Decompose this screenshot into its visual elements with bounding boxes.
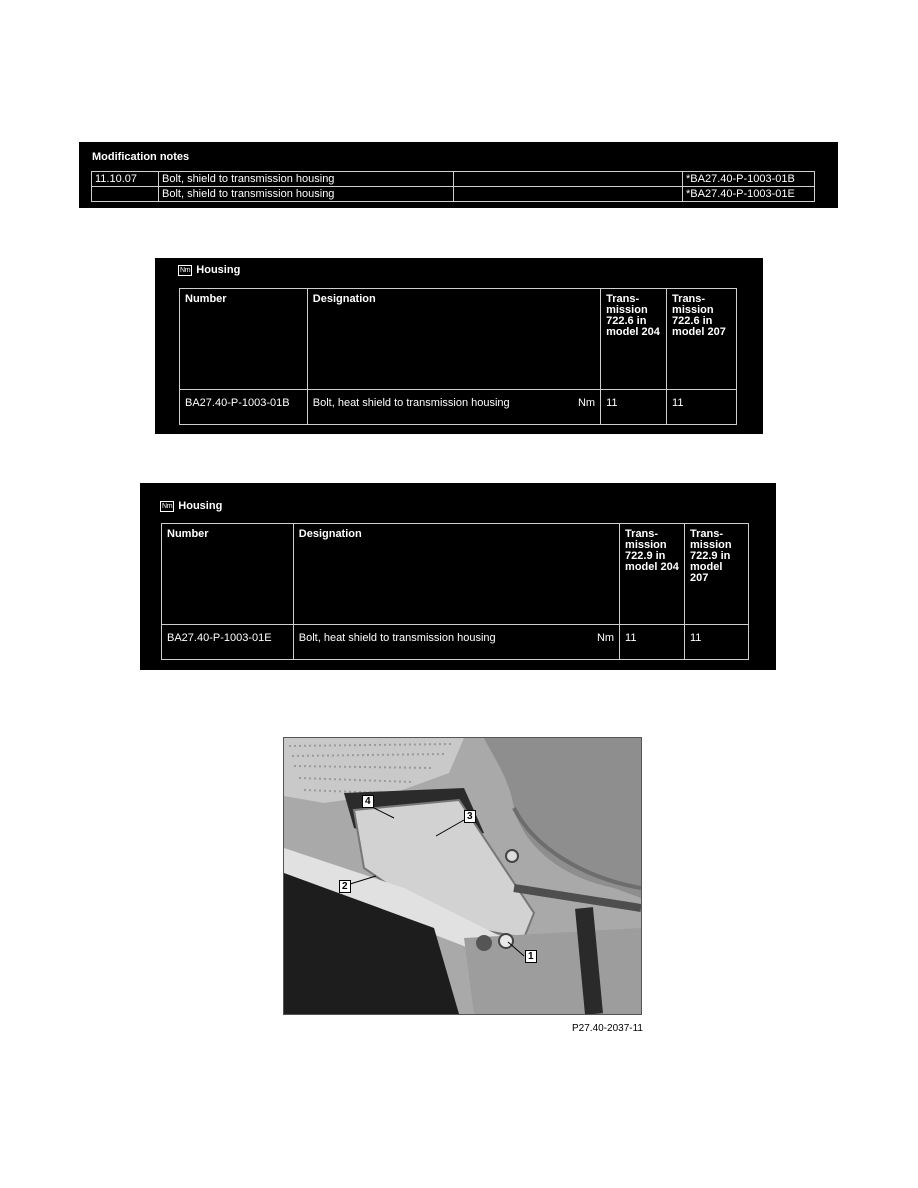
header-number: Number [180, 289, 308, 390]
modification-notes-table [91, 171, 815, 202]
torque-nm-icon: Nm [162, 502, 173, 510]
table-row [92, 187, 815, 202]
cell-number: BA27.40-P-1003-01B [180, 390, 308, 425]
table-header-row [180, 289, 737, 390]
photo-illustration [284, 738, 641, 1014]
unit-label: Nm [577, 397, 596, 409]
unit-label: Nm [596, 632, 615, 644]
modification-notes-title: Modification notes [92, 151, 190, 163]
housing-table [179, 288, 737, 425]
cell-value-1: 11 [620, 625, 685, 660]
table-row [92, 172, 815, 187]
housing-title-text: Housing [196, 264, 241, 276]
note-ref: *BA27.40-P-1003-01E [683, 187, 815, 202]
note-date: 11.10.07 [92, 172, 159, 187]
header-col1: Trans- mission 722.6 in model 204 [601, 289, 667, 390]
callout-1: 1 [525, 950, 537, 963]
table-row [180, 390, 737, 425]
designation-text: Bolt, heat shield to transmission housing [298, 632, 496, 644]
header-designation: Designation [307, 289, 600, 390]
housing-panel-722-6 [155, 258, 763, 434]
cell-number: BA27.40-P-1003-01E [162, 625, 294, 660]
photo-caption: P27.40-2037-11 [572, 1023, 643, 1034]
housing-table [161, 523, 749, 660]
housing-panel-722-9 [140, 483, 776, 670]
housing-title [160, 500, 222, 512]
note-text: Bolt, shield to transmission housing [159, 172, 454, 187]
cell-value-2: 11 [667, 390, 737, 425]
designation-text: Bolt, heat shield to transmission housing [312, 397, 510, 409]
header-col1: Trans- mission 722.9 in model 204 [620, 524, 685, 625]
cell-designation [293, 625, 619, 660]
table-row [162, 625, 749, 660]
header-col2: Trans- mission 722.6 in model 207 [667, 289, 737, 390]
header-number: Number [162, 524, 294, 625]
callout-2: 2 [339, 880, 351, 893]
cell-designation [307, 390, 600, 425]
note-text: Bolt, shield to transmission housing [159, 187, 454, 202]
heat-shield-photo [283, 737, 642, 1015]
modification-notes-panel [79, 142, 838, 208]
note-blank [454, 172, 683, 187]
note-date [92, 187, 159, 202]
note-blank [454, 187, 683, 202]
housing-title-text: Housing [178, 500, 223, 512]
housing-title [178, 264, 240, 276]
callout-4: 4 [362, 795, 374, 808]
torque-nm-icon: Nm [180, 266, 191, 274]
cell-value-1: 11 [601, 390, 667, 425]
table-header-row [162, 524, 749, 625]
header-col2: Trans- mission 722.9 in model 207 [685, 524, 749, 625]
cell-value-2: 11 [685, 625, 749, 660]
callout-3: 3 [464, 810, 476, 823]
header-designation: Designation [293, 524, 619, 625]
note-ref: *BA27.40-P-1003-01B [683, 172, 815, 187]
